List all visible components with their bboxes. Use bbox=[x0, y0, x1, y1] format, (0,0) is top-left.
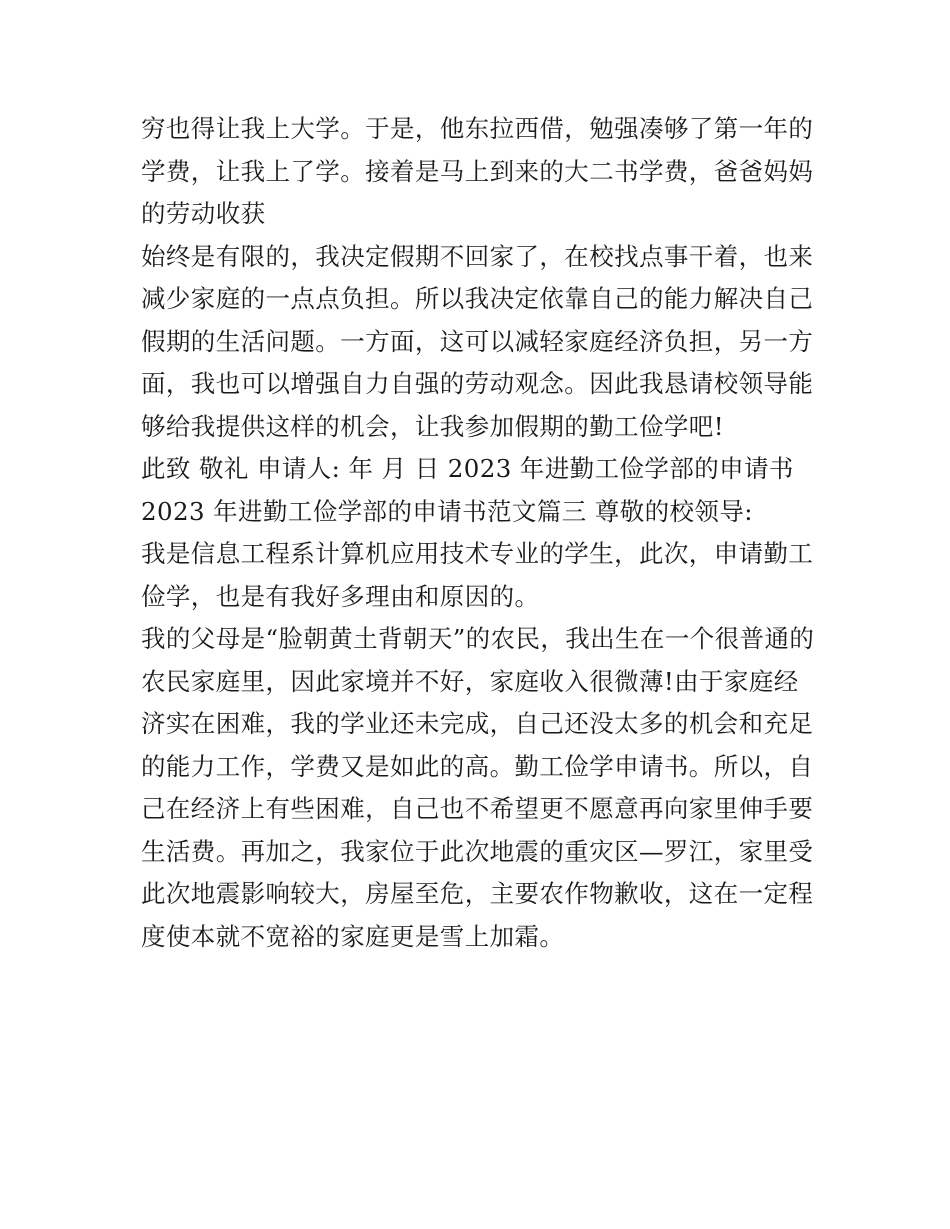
text-line: 2023 年进勤工俭学部的申请书范文篇三 尊敬的校领导: bbox=[141, 496, 753, 526]
text-line: 的劳动收获 bbox=[141, 199, 266, 228]
text-line: 生活费。再加之，我家位于此次地震的重灾区—罗江，家里受 bbox=[141, 836, 814, 866]
text-line: 减少家庭的一点点负担。所以我决定依靠自己的能力解决自己 bbox=[141, 284, 814, 313]
text-line: 面，我也可以增强自力自强的劳动观念。因此我恳请校领导能 bbox=[141, 369, 814, 398]
text-line: 俭学，也是有我好多理由和原因的。 bbox=[141, 581, 540, 611]
text-line: 农民家庭里，因此家境并不好，家庭收入很微薄!由于家庭经 bbox=[141, 666, 799, 696]
text-line: 始终是有限的，我决定假期不回家了，在校找点事干着，也来 bbox=[141, 241, 814, 271]
text-line: 我的父母是“脸朝黄土背朝天”的农民，我出生在一个很普通的 bbox=[141, 624, 815, 653]
text-line: 济实在困难，我的学业还未完成，自己还没太多的机会和充足 bbox=[141, 709, 814, 738]
text-line: 的能力工作，学费又是如此的高。勤工俭学申请书。所以，自 bbox=[141, 751, 814, 781]
text-line: 己在经济上有些困难，自己也不希望更不愿意再向家里伸手要 bbox=[141, 794, 814, 823]
text-line: 穷也得让我上大学。于是，他东拉西借，勉强凑够了第一年的 bbox=[141, 114, 814, 143]
text-line: 我是信息工程系计算机应用技术专业的学生，此次，申请勤工 bbox=[141, 539, 814, 568]
text-line: 假期的生活问题。一方面，这可以减轻家庭经济负担，另一方 bbox=[141, 326, 814, 356]
text-line: 此次地震影响较大，房屋至危，主要农作物歉收，这在一定程 bbox=[141, 879, 814, 908]
text-line: 够给我提供这样的机会，让我参加假期的勤工俭学吧! bbox=[141, 411, 724, 441]
text-line: 度使本就不宽裕的家庭更是雪上加霜。 bbox=[141, 921, 565, 951]
text-line: 学费，让我上了学。接着是马上到来的大二书学费，爸爸妈妈 bbox=[141, 156, 814, 186]
document-body bbox=[141, 108, 821, 958]
text-line: 此致 敬礼 申请人: 年 月 日 2023 年进勤工俭学部的申请书 bbox=[141, 454, 794, 483]
